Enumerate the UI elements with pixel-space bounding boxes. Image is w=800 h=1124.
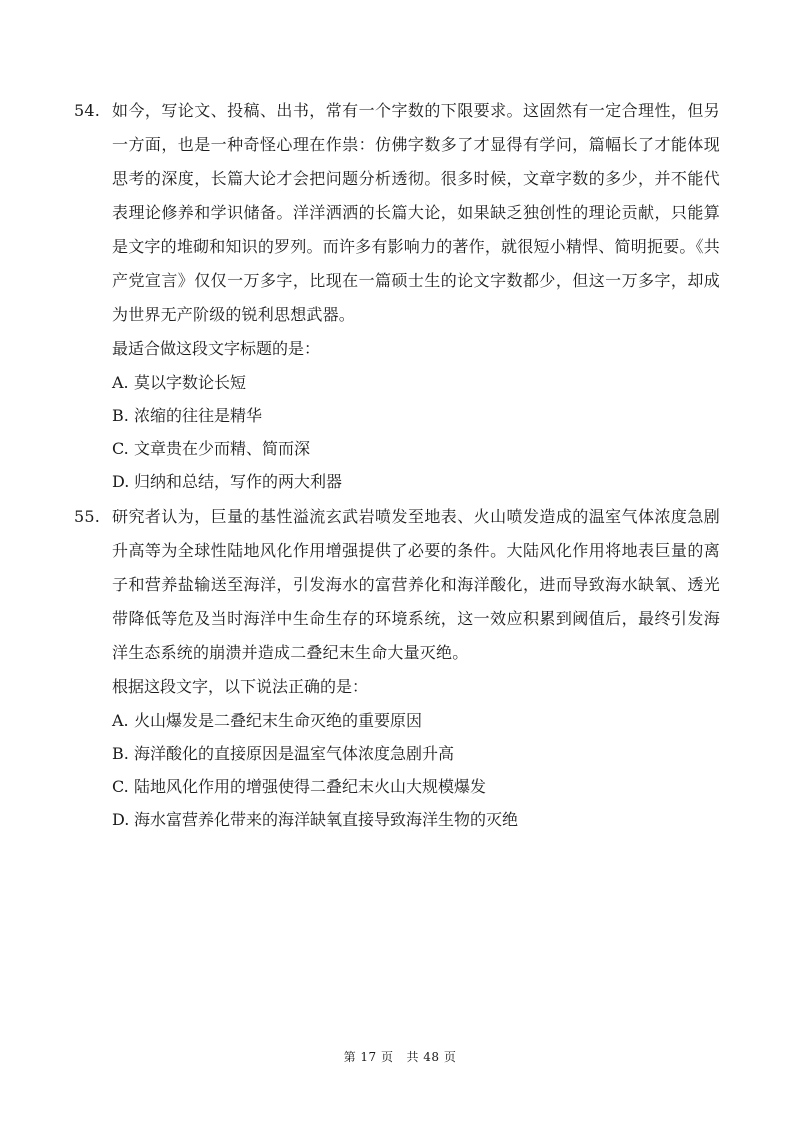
option-text: 莫以字数论长短 [134, 373, 247, 392]
option-letter: B. [112, 744, 129, 763]
option-letter: D. [112, 472, 130, 491]
page-number: 第 17 页 [343, 1050, 394, 1064]
question-number: 54. [74, 101, 101, 120]
option-text: 浓缩的往往是精华 [134, 406, 263, 425]
option-list [80, 704, 720, 836]
question-stem-text: 研究者认为，巨量的基性溢流玄武岩喷发至地表、火山喷发造成的温室气体浓度急剧升高等为全球性陆地风化作用增强提供了必要的条件。大陆风化作用将地表巨量的离子和营养盐输送至海洋，引发海水的富营养化和海洋酸化，进而导致海水缺氧、透光带降低等危及当时海洋中生命生存的环境系统，这一效应积累到阈值后，最终引发海洋生态系统的崩溃并造成二叠纪末生命大量灭绝。 [112, 507, 720, 662]
option-d[interactable] [112, 465, 720, 498]
option-letter: D. [112, 810, 130, 829]
option-text: 文章贵在少而精、简而深 [134, 439, 311, 458]
question-prompt: 根据这段文字，以下说法正确的是： [112, 677, 369, 696]
question-54 [74, 94, 720, 498]
option-d[interactable] [112, 803, 720, 836]
page-footer [0, 1048, 800, 1065]
option-text: 海洋酸化的直接原因是温室气体浓度急剧升高 [134, 744, 455, 763]
question-stem [74, 500, 720, 670]
option-c[interactable] [112, 770, 720, 803]
option-c[interactable] [112, 432, 720, 465]
option-text: 陆地风化作用的增强使得二叠纪末火山大规模爆发 [134, 777, 487, 796]
option-text: 火山爆发是二叠纪末生命灭绝的重要原因 [134, 711, 423, 730]
question-stem-text: 如今，写论文、投稿、出书，常有一个字数的下限要求。这固然有一定合理性，但另一方面，也是一种奇怪心理在作祟：仿佛字数多了才显得有学问，篇幅长了才能体现思考的深度，长篇大论才会把问题分析透彻。很多时候，文章字数的多少，并不能代表理论修养和学识储备。洋洋洒洒的长篇大论，如果缺乏独创性的理论贡献，只能算是文字的堆砌和知识的罗列。而许多有影响力的著作，就很短小精悍、简明扼要。《共产党宣言》仅仅一万多字，比现在一篇硕士生的论文字数都少，但这一万多字，却成为世界无产阶级的锐利思想武器。 [112, 101, 720, 324]
option-letter: A. [112, 711, 129, 730]
option-letter: B. [112, 406, 129, 425]
option-text: 归纳和总结，写作的两大利器 [134, 472, 343, 491]
option-list [80, 366, 720, 498]
question-number: 55. [74, 507, 101, 526]
option-b[interactable] [112, 399, 720, 432]
option-a[interactable] [112, 704, 720, 737]
option-letter: C. [112, 439, 129, 458]
option-letter: A. [112, 373, 129, 392]
question-stem [74, 94, 720, 332]
question-prompt: 最适合做这段文字标题的是： [112, 339, 321, 358]
page-total: 共 48 页 [406, 1050, 457, 1064]
option-letter: C. [112, 777, 129, 796]
option-text: 海水富营养化带来的海洋缺氧直接导致海洋生物的灭绝 [134, 810, 519, 829]
option-b[interactable] [112, 737, 720, 770]
question-55 [74, 500, 720, 836]
option-a[interactable] [112, 366, 720, 399]
